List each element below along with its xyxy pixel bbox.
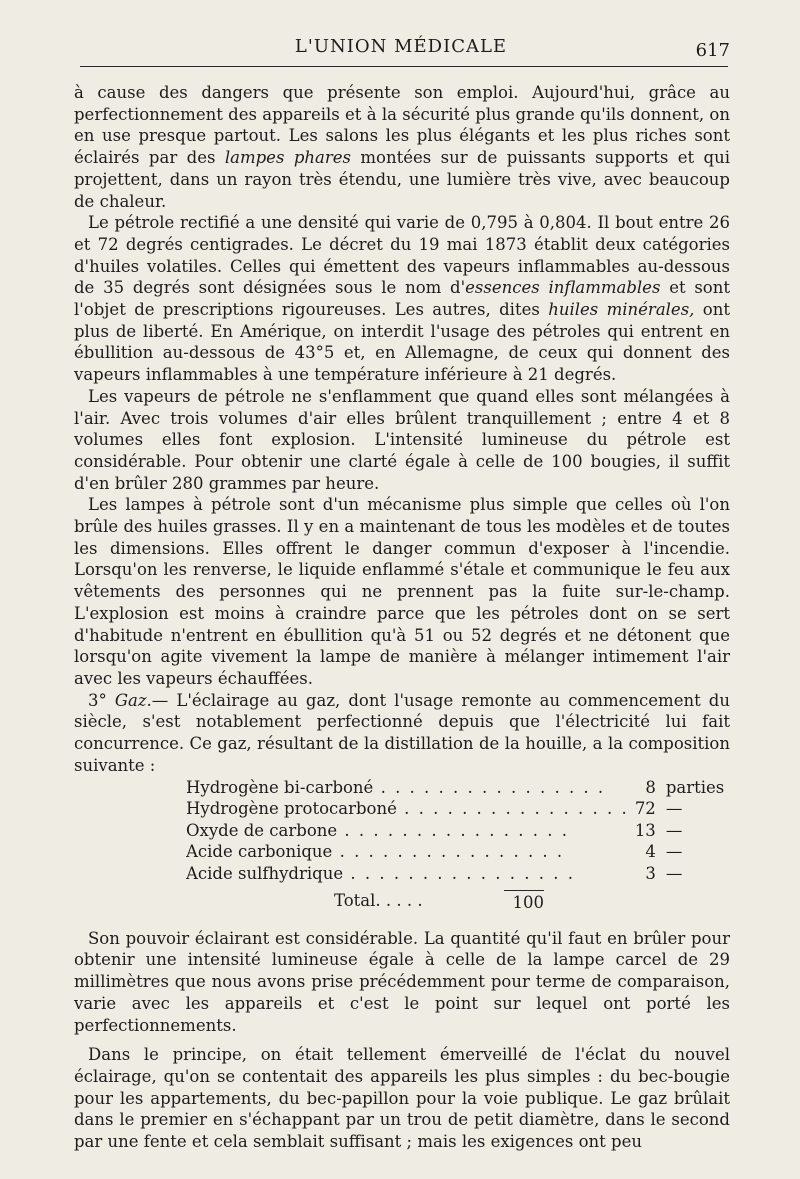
component-value: 8 xyxy=(645,777,656,797)
component-unit: — xyxy=(665,842,683,861)
component-name: Oxyde de carbone . . . xyxy=(186,820,629,842)
gas-composition-table xyxy=(186,777,730,885)
paragraph: Les lampes à pétrole sont d'un mécanisme plus simple que celles où l'on brûle des huiles grasses. Il y en a maintenant de tous les modèles et de toutes les dimensions. Elles offrent le danger commun d'exposer à l'incendie. Lorsqu'on les renverse, le liquide enflammé s'étale et communique le feu aux vêtements des personnes qui ne prennent pas la fuite sur-le-champ. L'explosion est moins à craindre parce que les pétroles dont on se sert d'habitude n'entrent en ébullition qu'à 51 ou 52 degrés et ne détonent que lorsqu'on agite vivement la lampe de manière à mélanger intimement l'air avec les vapeurs échauffées. xyxy=(74,495,730,688)
component-name: Acide sulfhydrique . . . xyxy=(186,863,629,885)
total-label: Total. . . . . xyxy=(334,891,423,910)
page-number: 617 xyxy=(695,40,730,61)
component-name: Hydrogène protocarboné . . . xyxy=(186,798,629,820)
component-unit: — xyxy=(665,799,683,818)
paragraph: Dans le principe, on était tellement émerveillé de l'éclat du nouvel éclairage, qu'on se contentait des appareils les plus simples : du bec-bougie pour les appartements, du bec-papillon pour la voie publique. Le gaz brûlait dans le premier en s'échappant par un trou de petit diamètre, dans le second par une fente et cela semblait suffisant ; mais les exigences ont peu xyxy=(74,1045,730,1152)
total-value: 100 xyxy=(504,890,544,914)
component-value: 3 xyxy=(645,863,656,883)
component-unit: — xyxy=(665,863,683,883)
paragraph: Son pouvoir éclairant est considérable. La quantité qu'il faut en brûler pour obtenir une intensité lumineuse égale à celle de la lampe carcel de 29 millimètres que nous avons prise précédemment pour terme de comparaison, varie avec les appareils et c'est le point sur lequel ont porté les perfectionnements. xyxy=(74,928,730,1035)
paragraph: Les vapeurs de pétrole ne s'enflamment que quand elles sont mélangées à l'air. Avec trois volumes d'air elles brûlent tranquillement ; entre 4 et 8 volumes elles font explosion. L'intensité lumineuse du pétrole est considérable. Pour obtenir une clarté égale à celle de 100 bougies, il suffit d'en brûler 280 grammes par heure. xyxy=(74,386,730,493)
component-unit: — xyxy=(665,820,683,840)
header-rule xyxy=(80,66,728,67)
component-unit: parties xyxy=(665,777,725,797)
paragraph: 3° Gaz.— L'éclairage au gaz, dont l'usage remonte au commencement du siècle, s'est notablement perfectionné depuis que l'électricité lui fait concurrence. Ce gaz, résultant de la distillation de la houille, a la composition suivante : xyxy=(74,690,730,775)
journal-title: L'UNION MÉDICALE xyxy=(294,36,508,57)
composition-total xyxy=(334,890,730,914)
component-value: 4 xyxy=(645,842,656,861)
body-text xyxy=(74,82,730,1153)
component-value: 13 xyxy=(634,820,656,840)
component-name: Acide carbonique . . . xyxy=(186,841,629,863)
table-row xyxy=(186,863,730,885)
component-name: Hydrogène bi-carboné . . . xyxy=(186,777,629,799)
paragraph: à cause des dangers que présente son emploi. Aujourd'hui, grâce au perfectionnement des appareils et à la sécurité plus grande qu'ils donnent, on en use presque partout. Les salons les plus élégants et les plus riches sont éclairés par des lampes phares montées sur de puissants supports et qui projettent, dans un rayon très étendu, une lumière très vive, avec beaucoup de chaleur. xyxy=(74,83,731,211)
component-value: 72 xyxy=(634,799,656,818)
table-row xyxy=(186,820,730,842)
table-row xyxy=(186,798,730,820)
running-header xyxy=(74,36,728,66)
table-row xyxy=(186,841,730,863)
paragraph: Le pétrole rectifié a une densité qui varie de 0,795 à 0,804. Il bout entre 26 et 72 degrés centigrades. Le décret du 19 mai 1873 établit deux catégories d'huiles volatiles. Celles qui émettent des vapeurs inflammables au-dessous de 35 degrés sont désignées sous le nom d'essences inflammables et sont l'objet de prescriptions rigoureuses. Les autres, dites huiles minérales, ont plus de liberté. En Amérique, on interdit l'usage des pétroles qui entrent en ébullition au-dessous de 43°5 et, en Allemagne, de ceux qui donnent des vapeurs inflammables à une température inférieure à 21 degrés. xyxy=(74,213,730,385)
table-row xyxy=(186,777,730,799)
